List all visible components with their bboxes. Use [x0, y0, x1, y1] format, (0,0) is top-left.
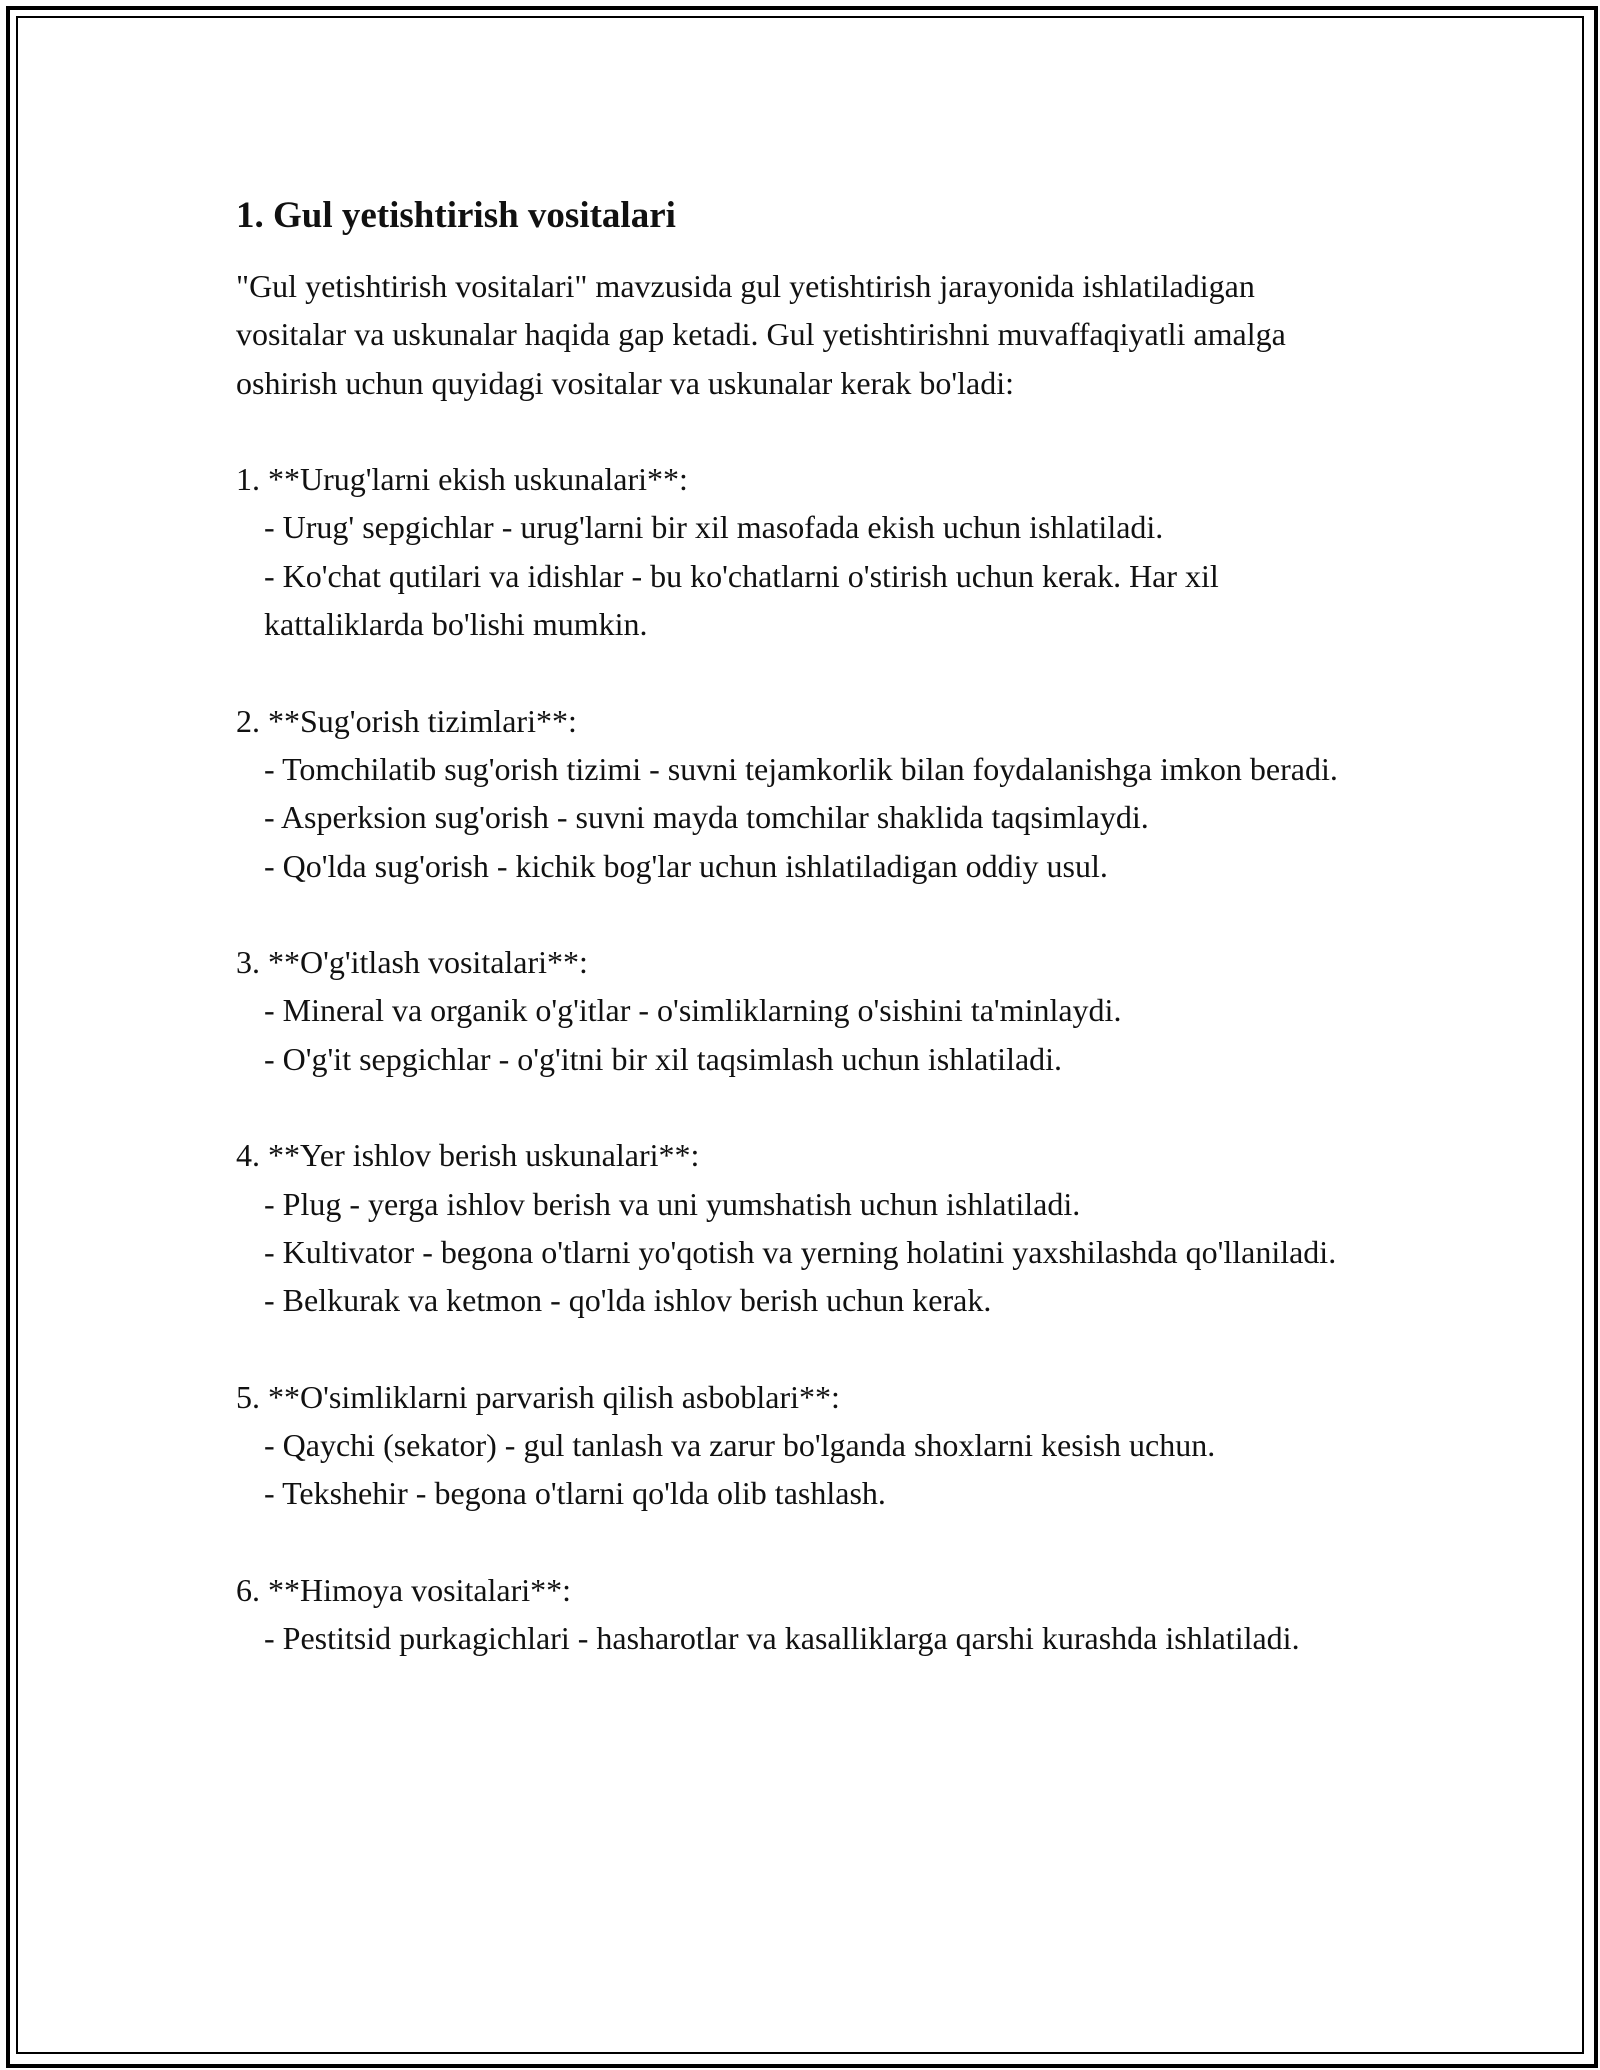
list-item: - Urug' sepgichlar - urug'larni bir xil masofada ekish uchun ishlatiladi.	[264, 509, 1164, 546]
document-body	[236, 190, 1366, 1663]
list-item: - Ko'chat qutilari va idishlar - bu ko'chatlarni o'stirish uchun kerak. Har xil kattaliklarda bo'lishi mumkin.	[264, 557, 1227, 643]
list-item: - Plug - yerga ishlov berish va uni yumshatish uchun ishlatiladi.	[264, 1185, 1081, 1222]
list-item: - O'g'it sepgichlar - o'g'itni bir xil taqsimlash uchun ishlatiladi.	[264, 1040, 1063, 1077]
list-item: - Asperksion sug'orish - suvni mayda tomchilar shaklida taqsimlaydi.	[264, 799, 1149, 836]
section-heading: 3. **O'g'itlash vositalari**:	[236, 944, 588, 981]
section-heading: 4. **Yer ishlov berish uskunalari**:	[236, 1137, 700, 1174]
section-heading: 6. **Himoya vositalari**:	[236, 1572, 572, 1609]
section-heading: 5. **O'simliklarni parvarish qilish asboblari**:	[236, 1378, 840, 1415]
list-item: - Belkurak va ketmon - qo'lda ishlov berish uchun kerak.	[264, 1282, 992, 1319]
list-item: - Qaychi (sekator) - gul tanlash va zarur bo'lganda shoxlarni kesish uchun.	[264, 1427, 1216, 1464]
document-title: 1. Gul yetishtirish vositalari	[236, 195, 676, 236]
list-item: - Pestitsid purkagichlari - hasharotlar va kasalliklarga qarshi kurashda ishlatiladi.	[264, 1620, 1300, 1657]
intro-paragraph: "Gul yetishtirish vositalari" mavzusida gul yetishtirish jarayonida ishlatiladigan vositalar va uskunalar haqida gap ketadi. Gul yetishtirishni muvaffaqiyatli amalga oshirish uchun quyidagi vositalar va uskunalar kerak bo'ladi:	[236, 268, 1294, 401]
section-heading: 1. **Urug'larni ekish uskunalari**:	[236, 461, 688, 498]
list-item: - Tekshehir - begona o'tlarni qo'lda olib tashlash.	[264, 1475, 886, 1512]
list-item: - Mineral va organik o'g'itlar - o'simliklarning o'sishini ta'minlaydi.	[264, 992, 1122, 1029]
list-item: - Qo'lda sug'orish - kichik bog'lar uchun ishlatiladigan oddiy usul.	[264, 847, 1108, 884]
list-item: - Kultivator - begona o'tlarni yo'qotish va yerning holatini yaxshilashda qo'llaniladi.	[264, 1233, 1337, 1270]
list-item: - Tomchilatib sug'orish tizimi - suvni tejamkorlik bilan foydalanishga imkon beradi.	[264, 750, 1338, 787]
section-heading: 2. **Sug'orish tizimlari**:	[236, 702, 577, 739]
